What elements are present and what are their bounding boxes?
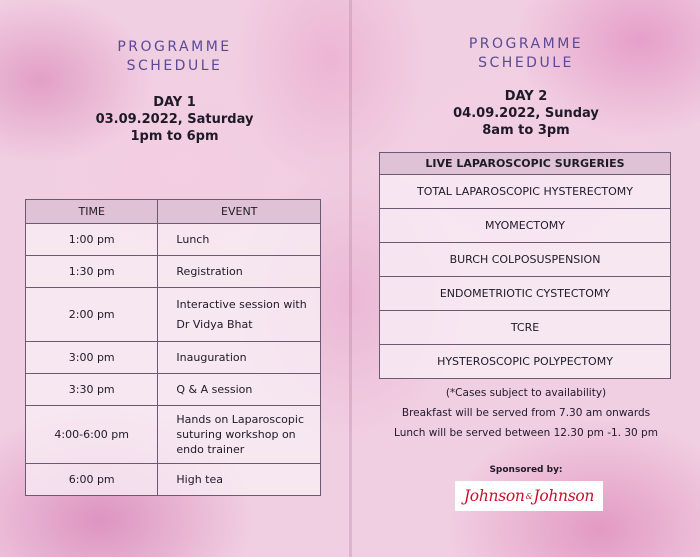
lunch-note: Lunch will be served between 12.30 pm -1. 30 pm bbox=[394, 427, 658, 439]
left-title-line2: SCHEDULE bbox=[126, 58, 223, 74]
surgery-item: ENDOMETRIOTIC CYSTECTOMY bbox=[380, 277, 671, 311]
surgeries-header: LIVE LAPAROSCOPIC SURGERIES bbox=[380, 153, 671, 175]
left-programme-title bbox=[0, 38, 349, 76]
right-programme-title bbox=[352, 35, 700, 73]
table-header-row bbox=[380, 153, 671, 175]
logo-ampersand: & bbox=[525, 491, 533, 501]
row-time: 3:00 pm bbox=[26, 342, 158, 374]
table-row bbox=[380, 175, 671, 209]
event-column-header: EVENT bbox=[158, 200, 321, 224]
day2-date: 04.09.2022, Sunday bbox=[453, 106, 599, 121]
row-event: Registration bbox=[158, 256, 321, 288]
table-row bbox=[380, 311, 671, 345]
sponsored-by-label: Sponsored by: bbox=[489, 465, 563, 475]
row-time: 1:00 pm bbox=[26, 224, 158, 256]
logo-text-johnson-1: Johnson bbox=[463, 487, 525, 505]
left-title-line1: PROGRAMME bbox=[117, 39, 232, 55]
table-row bbox=[26, 406, 321, 464]
row-time: 4:00-6:00 pm bbox=[26, 406, 158, 464]
table-row bbox=[26, 224, 321, 256]
day1-info bbox=[0, 94, 349, 145]
row-time: 6:00 pm bbox=[26, 464, 158, 496]
right-title-line1: PROGRAMME bbox=[468, 36, 584, 52]
day2-label: DAY 2 bbox=[504, 89, 548, 104]
table-row bbox=[380, 243, 671, 277]
row-time: 1:30 pm bbox=[26, 256, 158, 288]
row-event: Lunch bbox=[158, 224, 321, 256]
cases-note: (*Cases subject to availability) bbox=[445, 387, 607, 399]
table-header-row bbox=[26, 200, 321, 224]
surgery-item: TCRE bbox=[380, 311, 671, 345]
table-row bbox=[26, 288, 321, 342]
day1-date: 03.09.2022, Saturday bbox=[95, 112, 254, 127]
day2-info bbox=[352, 88, 700, 139]
day2-panel bbox=[352, 0, 700, 557]
row-event: Interactive session with Dr Vidya Bhat bbox=[158, 288, 321, 342]
table-row bbox=[26, 374, 321, 406]
breakfast-note: Breakfast will be served from 7.30 am onwards bbox=[401, 407, 651, 419]
day1-label: DAY 1 bbox=[153, 95, 196, 110]
table-row bbox=[380, 345, 671, 379]
row-event: Inauguration bbox=[158, 342, 321, 374]
logo-text-johnson-2: Johnson bbox=[533, 487, 595, 505]
row-time: 2:00 pm bbox=[26, 288, 158, 342]
row-event: Q & A session bbox=[158, 374, 321, 406]
row-event: High tea bbox=[158, 464, 321, 496]
time-column-header: TIME bbox=[26, 200, 158, 224]
right-title-line2: SCHEDULE bbox=[478, 55, 574, 71]
table-row bbox=[26, 464, 321, 496]
notes-block bbox=[352, 383, 700, 443]
row-time: 3:30 pm bbox=[26, 374, 158, 406]
surgery-item: BURCH COLPOSUSPENSION bbox=[380, 243, 671, 277]
day2-surgeries-table bbox=[379, 152, 671, 379]
surgery-item: MYOMECTOMY bbox=[380, 209, 671, 243]
row-event: Hands on Laparoscopic suturing workshop on endo trainer bbox=[158, 406, 321, 464]
day1-schedule-table bbox=[25, 199, 321, 496]
day2-time: 8am to 3pm bbox=[482, 123, 570, 138]
day1-time: 1pm to 6pm bbox=[130, 129, 219, 144]
table-row bbox=[380, 277, 671, 311]
johnson-and-johnson-logo bbox=[455, 481, 603, 511]
table-row bbox=[26, 342, 321, 374]
surgery-item: TOTAL LAPAROSCOPIC HYSTERECTOMY bbox=[380, 175, 671, 209]
surgery-item: HYSTEROSCOPIC POLYPECTOMY bbox=[380, 345, 671, 379]
day1-panel bbox=[0, 0, 349, 557]
table-row bbox=[26, 256, 321, 288]
table-row bbox=[380, 209, 671, 243]
